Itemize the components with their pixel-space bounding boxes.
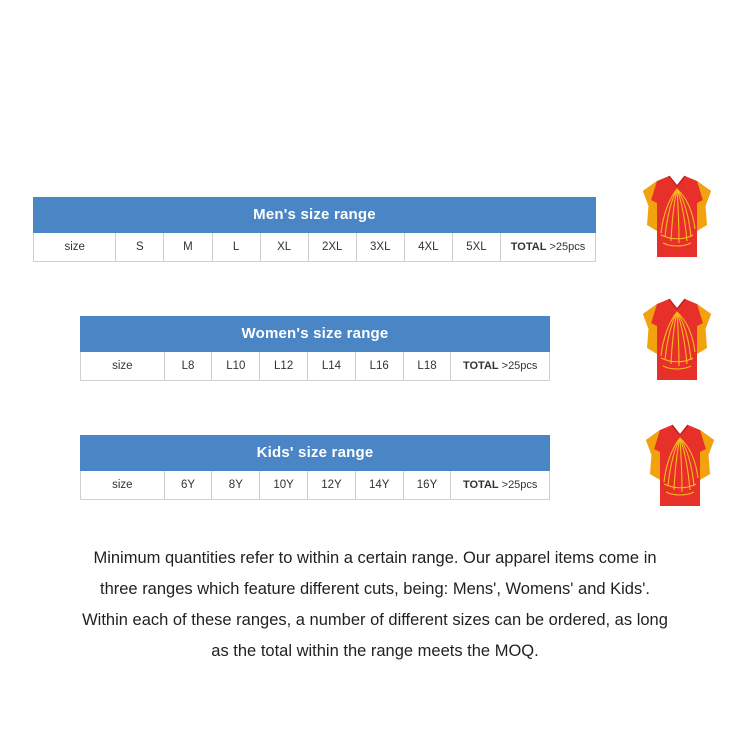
mens-total-label: TOTAL [510,241,547,253]
womens-total-value: >25pcs [501,360,538,372]
womens-cell-size-l10: L10 [212,352,260,380]
kids-cell-total [451,471,549,499]
mens-jersey-icon [627,171,727,263]
womens-table-title: Women's size range [80,316,550,352]
kids-cell-size-14y: 14Y [356,471,404,499]
womens-cell-size-l8: L8 [165,352,213,380]
mens-cell-size-xl: XL [261,233,309,261]
mens-table-title: Men's size range [33,197,596,233]
kids-cell-size-6y: 6Y [165,471,213,499]
kids-total-value: >25pcs [501,479,538,491]
kids-cell-size-12y: 12Y [308,471,356,499]
moq-caption: Minimum quantities refer to within a certain range. Our apparel items come in three ranges which feature different cuts, being: Mens', Womens' and Kids'. Within each of these ranges, a number of different sizes can be ordered, as long as the total within the range meets the MOQ. [82,549,668,660]
womens-cell-total [451,352,549,380]
kids-total-label: TOTAL [462,479,499,491]
mens-cell-size-s: S [116,233,164,261]
mens-cell-size-5xl: 5XL [453,233,501,261]
womens-total-label: TOTAL [462,360,499,372]
mens-total-value: >25pcs [549,241,586,253]
kids-cell-size-label: size [81,471,165,499]
mens-cell-size-l: L [213,233,261,261]
mens-table-row [33,233,596,262]
kids-size-range-table [80,435,550,500]
kids-jersey-icon [630,420,730,512]
womens-table-row [80,352,550,381]
womens-cell-size-label: size [81,352,165,380]
mens-cell-size-4xl: 4XL [405,233,453,261]
kids-table-row [80,471,550,500]
mens-size-range-table [33,197,596,262]
womens-size-range-table [80,316,550,381]
womens-cell-size-l16: L16 [356,352,404,380]
kids-cell-size-10y: 10Y [260,471,308,499]
mens-cell-size-2xl: 2XL [309,233,357,261]
kids-cell-size-8y: 8Y [212,471,260,499]
mens-cell-size-3xl: 3XL [357,233,405,261]
womens-cell-size-l18: L18 [404,352,452,380]
womens-cell-size-l14: L14 [308,352,356,380]
mens-cell-total [501,233,595,261]
womens-jersey-icon [627,294,727,386]
womens-cell-size-l12: L12 [260,352,308,380]
mens-cell-size-label: size [34,233,116,261]
kids-cell-size-16y: 16Y [404,471,452,499]
kids-table-title: Kids' size range [80,435,550,471]
mens-cell-size-m: M [164,233,212,261]
